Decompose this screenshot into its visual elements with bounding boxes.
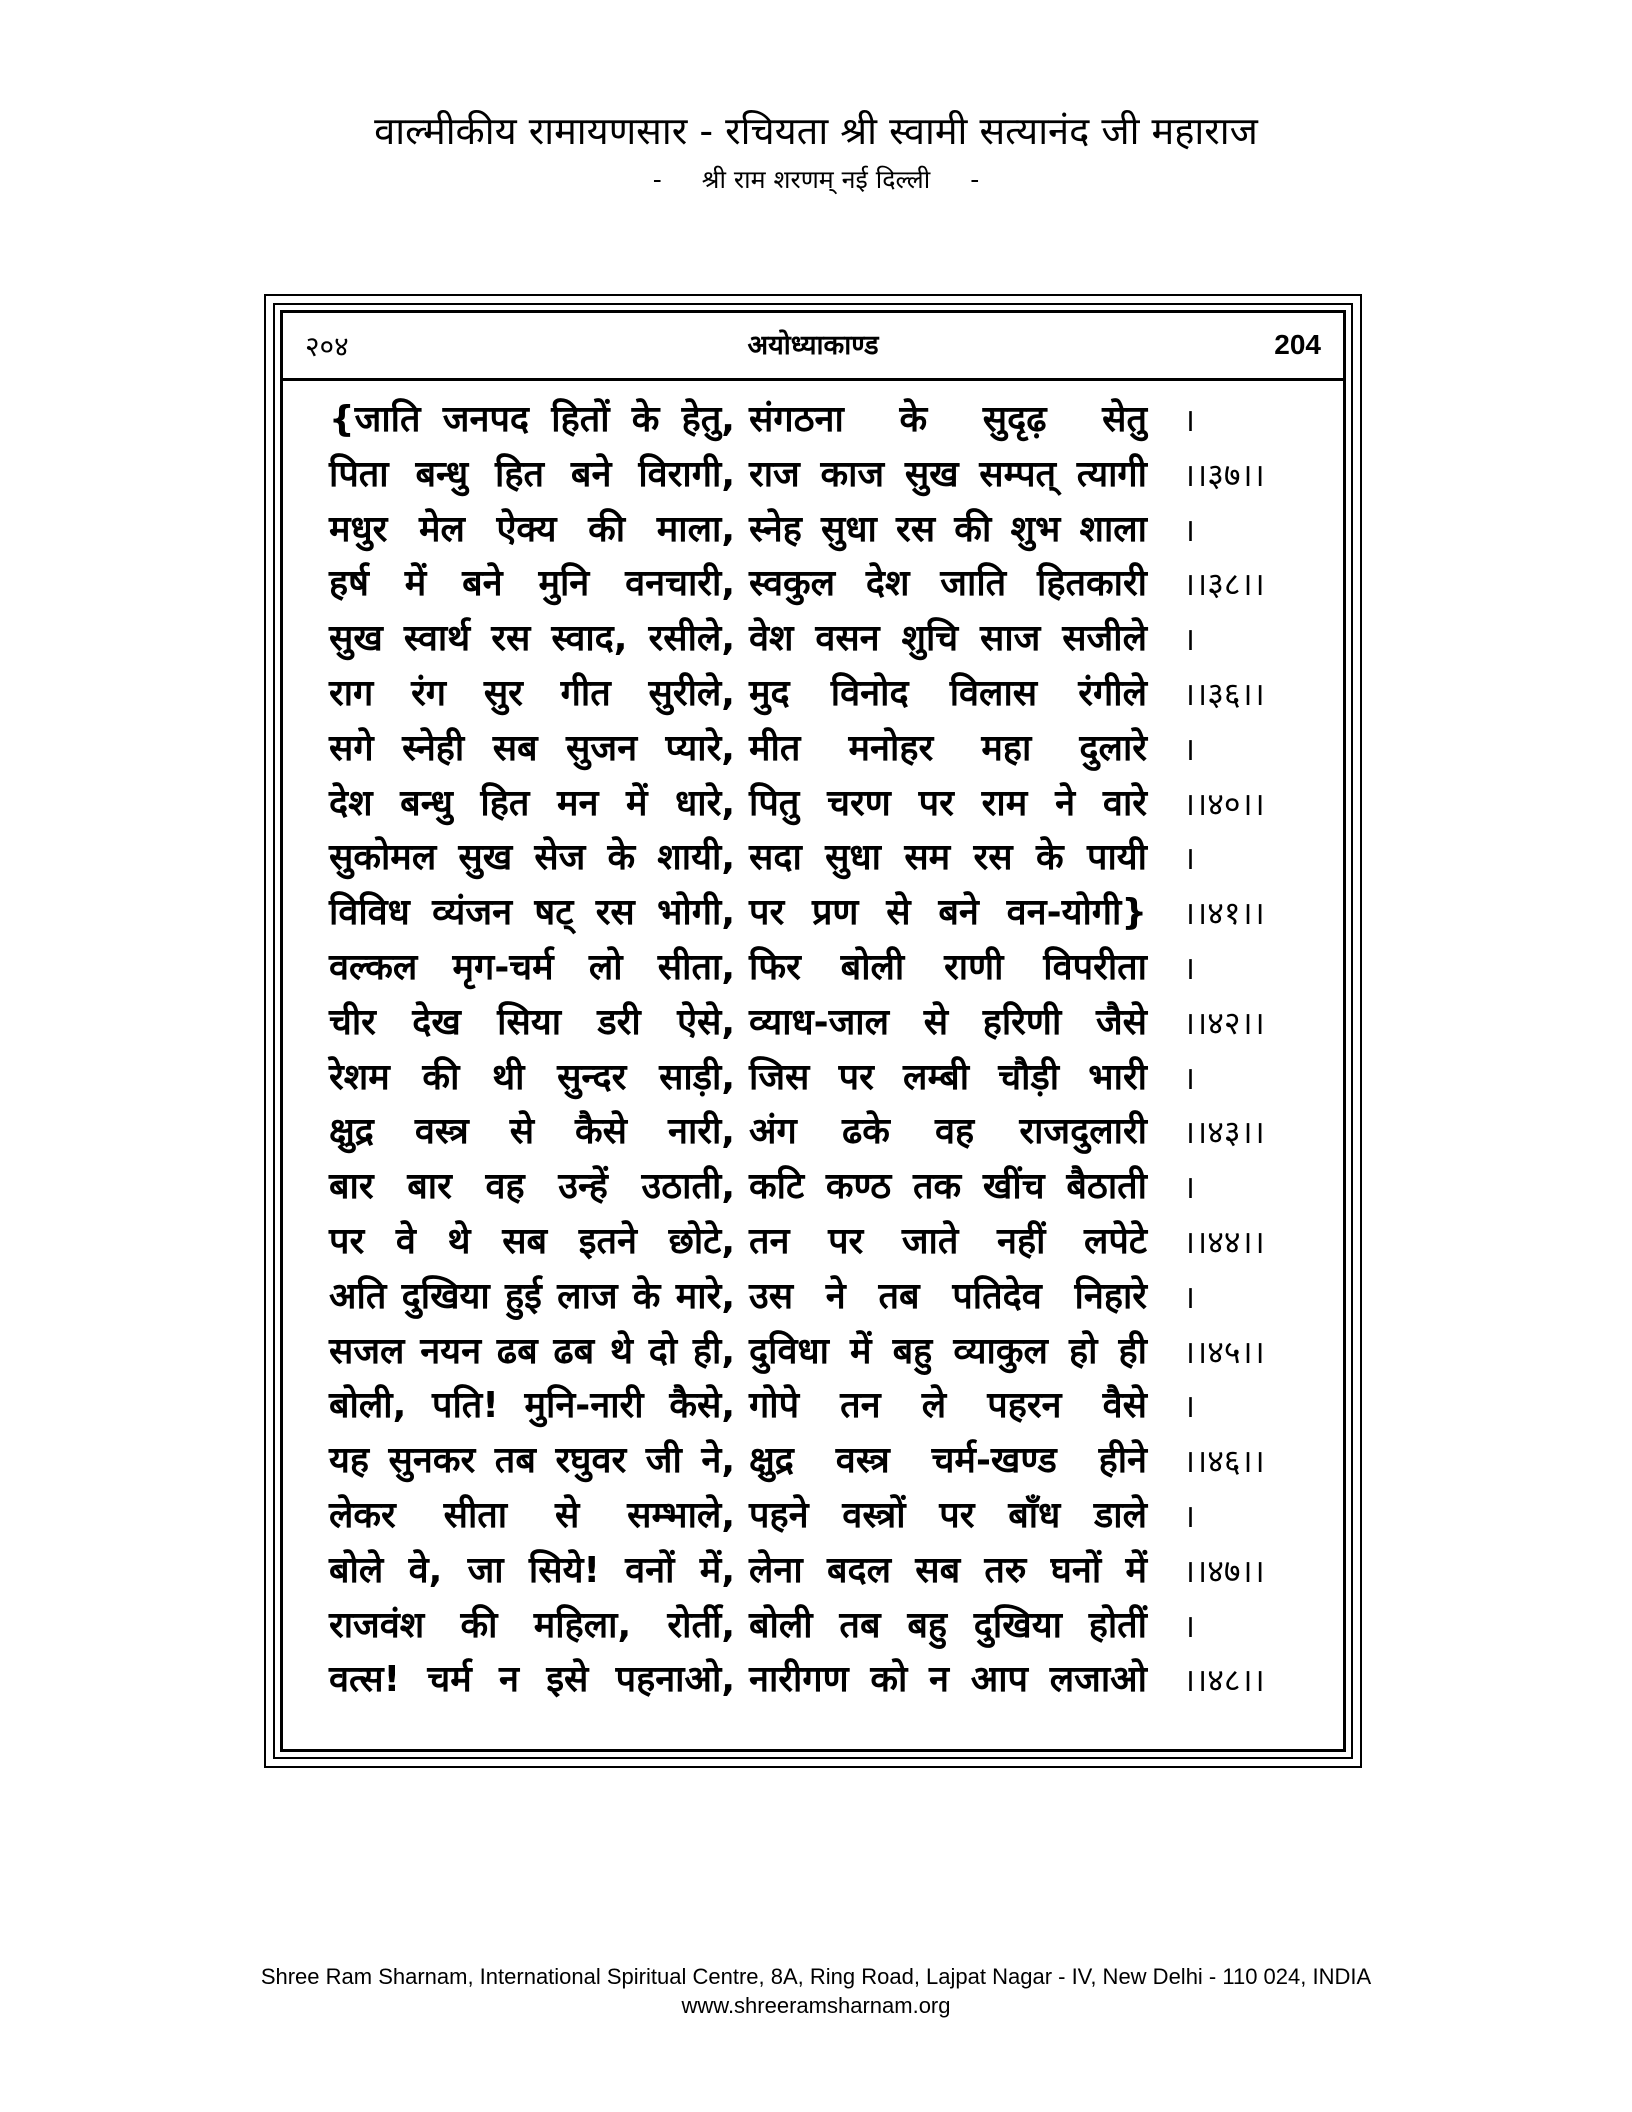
verse-line — [283, 1653, 1343, 1708]
verse-second-half: क्षुद्र वस्त्र चर्म-खण्ड हीने — [749, 1440, 1147, 1482]
verse-number: ।।४४।। — [1183, 1222, 1265, 1261]
page-number-devanagari: २०४ — [305, 330, 349, 363]
verse-first-half: बोली, पति! मुनि-नारी कैसे, — [329, 1385, 735, 1427]
verse-second-half: संगठना के सुदृढ़ सेतु — [749, 399, 1147, 440]
verse-second-half: अंग ढके वह राजदुलारी — [749, 1111, 1147, 1153]
verse-first-half: बार बार वह उन्हें उठाती, — [329, 1166, 735, 1208]
verse-number: । — [1183, 510, 1196, 549]
verse-line — [283, 667, 1343, 722]
verse-number: । — [1183, 1387, 1196, 1426]
verse-second-half: फिर बोली राणी विपरीता — [749, 946, 1147, 988]
verse-first-half: मधुर मेल ऐक्य की माला, — [329, 508, 735, 550]
verse-second-half: कटि कण्ठ तक खींच बैठाती — [749, 1166, 1147, 1208]
verse-second-half: पहने वस्त्रों पर बाँध डाले — [749, 1494, 1147, 1536]
verse-line — [283, 448, 1343, 503]
verse-number: । — [1183, 1277, 1196, 1316]
verse-second-half: दुविधा में बहु व्याकुल हो ही — [749, 1330, 1147, 1372]
verse-second-half: व्याध-जाल से हरिणी जैसे — [749, 1001, 1147, 1043]
verse-first-half: राजवंश की महिला, रोर्ती, — [329, 1604, 735, 1646]
verse-line — [283, 503, 1343, 558]
section-title: अयोध्याकाण्ड — [747, 330, 879, 361]
verse-first-half: राग रंग सुर गीत सुरीले, — [329, 672, 735, 714]
document-title: वाल्मीकीय रामायणसार - रचियता श्री स्वामी सत्यानंद जी महाराज — [374, 109, 1258, 153]
verse-number: । — [1183, 729, 1196, 768]
verse-line — [283, 941, 1343, 996]
verse-second-half: राज काज सुख सम्पत् त्यागी — [749, 453, 1147, 495]
verse-number: । — [1183, 620, 1196, 659]
verse-line — [283, 1270, 1343, 1325]
verse-second-half: बोली तब बहु दुखिया होतीं — [749, 1604, 1147, 1646]
verse-second-half: नारीगण को न आप लजाओ — [749, 1659, 1147, 1701]
verse-first-half: वत्स! चर्म न इसे पहनाओ, — [329, 1659, 735, 1701]
verse-number: ।।३८।। — [1183, 565, 1265, 604]
verse-first-half: सजल नयन ढब ढब थे दो ही, — [329, 1330, 735, 1372]
page-frame-middle-border — [273, 303, 1353, 1759]
verse-first-half: सुकोमल सुख सेज के शायी, — [329, 837, 735, 879]
verse-number: । — [1183, 1058, 1196, 1097]
verse-number: ।।३७।। — [1183, 455, 1265, 494]
verse-second-half: स्वकुल देश जाति हितकारी — [749, 563, 1147, 605]
verse-first-half: वल्कल मृग-चर्म लो सीता, — [329, 946, 735, 988]
verse-first-half: रेशम की थी सुन्दर साड़ी, — [329, 1056, 735, 1098]
verse-line — [283, 1105, 1343, 1160]
verse-first-half: सुख स्वार्थ रस स्वाद, रसीले, — [329, 618, 735, 660]
verse-second-half: तन पर जाते नहीं लपेटे — [749, 1220, 1147, 1262]
verse-line — [283, 1544, 1343, 1599]
subtitle-text: श्री राम शरणम् नई दिल्ली — [701, 165, 931, 194]
verse-first-half: अति दुखिया हुई लाज के मारे, — [329, 1275, 735, 1317]
verse-second-half: पर प्रण से बने वन-योगी} — [749, 892, 1147, 934]
page-header — [283, 313, 1343, 381]
verse-line — [283, 1325, 1343, 1380]
verse-first-half: पिता बन्धु हित बने विरागी, — [329, 453, 735, 495]
verse-number: । — [1183, 948, 1196, 987]
page-frame — [264, 294, 1362, 1768]
verse-number: ।।४५।। — [1183, 1332, 1265, 1371]
verse-line — [283, 612, 1343, 667]
verse-second-half: स्नेह सुधा रस की शुभ शाला — [749, 508, 1147, 550]
verse-line — [283, 886, 1343, 941]
subtitle-dash-left: - — [652, 165, 662, 194]
verse-number: । — [1183, 1496, 1196, 1535]
footer-url: www.shreeramsharnam.org — [681, 1993, 951, 2018]
document-subtitle — [0, 164, 1632, 196]
verse-second-half: पितु चरण पर राम ने वारे — [749, 782, 1147, 824]
verse-first-half: {जाति जनपद हितों के हेतु, — [329, 399, 735, 440]
verse-line — [283, 1489, 1343, 1544]
verse-first-half: हर्ष में बने मुनि वनचारी, — [329, 563, 735, 605]
verse-second-half: वेश वसन शुचि साज सजीले — [749, 618, 1147, 660]
verse-line — [283, 722, 1343, 777]
verse-number: ।।३६।। — [1183, 674, 1265, 713]
verse-line — [283, 1434, 1343, 1489]
verse-second-half: मुद विनोद विलास रंगीले — [749, 672, 1147, 714]
verse-first-half: चीर देख सिया डरी ऐसे, — [329, 1001, 735, 1043]
verse-first-half: बोले वे, जा सिये! वनों में, — [329, 1549, 735, 1591]
verse-number: ।।४८।। — [1183, 1661, 1265, 1700]
verse-second-half: जिस पर लम्बी चौड़ी भारी — [749, 1056, 1147, 1098]
verse-number: । — [1183, 1168, 1196, 1207]
verse-first-half: देश बन्धु हित मन में धारे, — [329, 782, 735, 824]
page-number-latin: 204 — [1274, 329, 1321, 360]
verse-second-half: गोपे तन ले पहरन वैसे — [749, 1385, 1147, 1427]
verse-first-half: क्षुद्र वस्त्र से कैसे नारी, — [329, 1111, 735, 1153]
verse-number: ।।४३।। — [1183, 1113, 1265, 1152]
verse-line — [283, 831, 1343, 886]
verse-number: ।।४६।। — [1183, 1442, 1265, 1481]
verse-line — [283, 1215, 1343, 1270]
verse-first-half: विविध व्यंजन षट् रस भोगी, — [329, 892, 735, 934]
verse-line — [283, 777, 1343, 832]
verse-first-half: सगे स्नेही सब सुजन प्यारे, — [329, 727, 735, 769]
verse-line — [283, 1379, 1343, 1434]
verse-line — [283, 1160, 1343, 1215]
verse-number: । — [1183, 401, 1196, 439]
verse-first-half: पर वे थे सब इतने छोटे, — [329, 1220, 735, 1262]
verse-number: ।।४७।। — [1183, 1551, 1265, 1590]
verse-line — [283, 1599, 1343, 1654]
verse-line — [283, 557, 1343, 612]
verse-first-half: यह सुनकर तब रघुवर जी ने, — [329, 1440, 735, 1482]
verse-number: ।।४०।। — [1183, 784, 1265, 823]
verse-second-half: लेना बदल सब तरु घनों में — [749, 1549, 1147, 1591]
verse-line — [283, 996, 1343, 1051]
verse-number: ।।४१।। — [1183, 894, 1265, 933]
verse-number: । — [1183, 1606, 1196, 1645]
verse-line — [283, 1051, 1343, 1106]
verse-list — [283, 393, 1343, 1708]
verse-first-half: लेकर सीता से सम्भाले, — [329, 1494, 735, 1536]
verse-number: । — [1183, 839, 1196, 878]
verse-second-half: उस ने तब पतिदेव निहारे — [749, 1275, 1147, 1317]
footer-address: Shree Ram Sharnam, International Spiritual Centre, 8A, Ring Road, Lajpat Nagar - IV, New Delhi - 110 024, INDIA — [260, 1964, 1372, 1989]
verse-second-half: मीत मनोहर महा दुलारे — [749, 727, 1147, 769]
page-frame-inner-border — [280, 310, 1346, 1752]
verse-line — [283, 393, 1343, 448]
subtitle-dash-right: - — [970, 165, 980, 194]
verse-second-half: सदा सुधा सम रस के पायी — [749, 837, 1147, 879]
verse-number: ।।४२।। — [1183, 1003, 1265, 1042]
